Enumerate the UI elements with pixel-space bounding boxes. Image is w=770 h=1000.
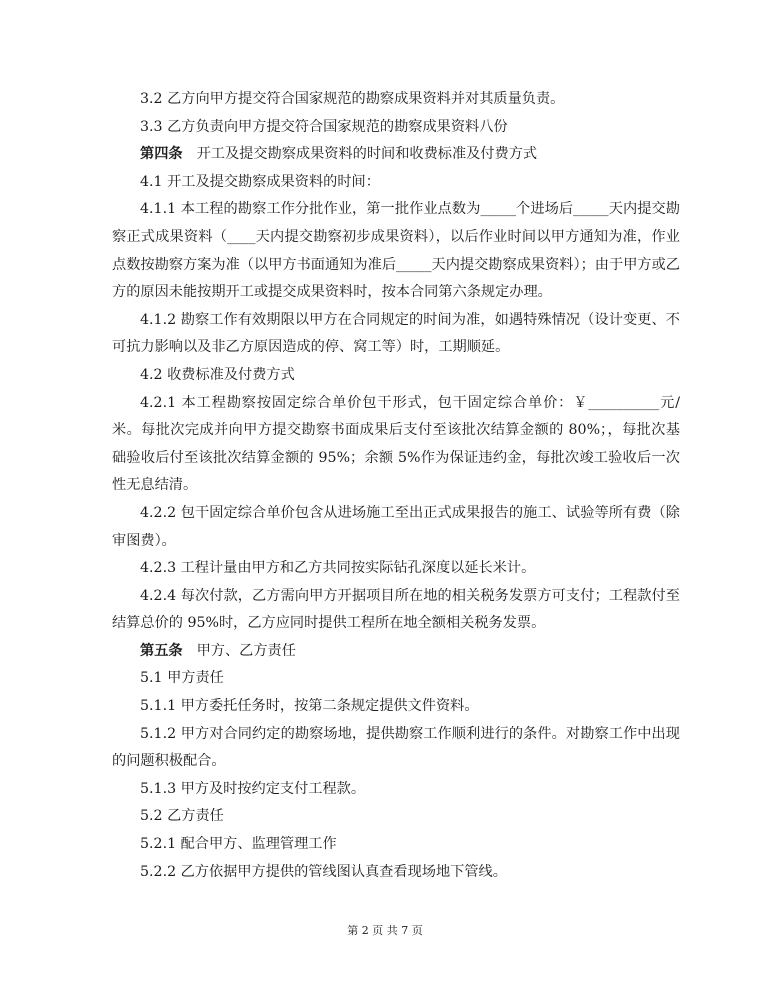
paragraph-text: 5.1.3 甲方及时按约定支付工程款。 bbox=[140, 780, 366, 797]
clause-4-2-2 bbox=[112, 500, 680, 555]
clause-4-1-1 bbox=[112, 196, 680, 306]
clause-5-1 bbox=[112, 665, 680, 693]
article-label: 第四条 bbox=[140, 146, 183, 163]
paragraph-text: 5.2.1 配合甲方、监理管理工作 bbox=[140, 836, 337, 853]
paragraph-text: 4.1.2 勘察工作有效期限以甲方在合同规定的时间为准，如遇特殊情况（设计变更、不可抗力影响以及非乙方原因造成的停、窝工等）时，工期顺延。 bbox=[112, 311, 680, 356]
clause-4-2-4 bbox=[112, 583, 680, 638]
article-4-heading bbox=[112, 141, 680, 169]
clause-5-2-2 bbox=[112, 859, 680, 887]
document-body bbox=[112, 86, 680, 886]
article-title: 开工及提交勘察成果资料的时间和收费标准及付费方式 bbox=[196, 146, 538, 163]
page-number-footer: 第 2 页 共 7 页 bbox=[347, 924, 423, 937]
clause-5-1-2 bbox=[112, 721, 680, 776]
article-label: 第五条 bbox=[140, 642, 183, 659]
paragraph-text: 4.2 收费标准及付费方式 bbox=[140, 366, 295, 383]
paragraph-text: 4.1.1 本工程的勘察工作分批作业，第一批作业点数为_____个进场后_____天内提交勘察正式成果资料（____天内提交勘察初步成果资料），以后作业时间以甲方通知为准，作业点数按勘察方案为准（以甲方书面通知为准后_____天内提交勘察成果资料）；由于甲方或乙方的原因未能按期开工或提交成果资料时，按本合同第六条规定办理。 bbox=[112, 201, 680, 301]
paragraph-text: 4.2.1 本工程勘察按固定综合单价包干形式，包干固定综合单价：￥__________元/米。每批次完成并向甲方提交勘察书面成果后支付至该批次结算金额的 80%；，每批次基础验收后付至该批次结算金额的 95%；余额 5%作为保证违约金，每批次竣工验收后一次性无息结清。 bbox=[112, 394, 680, 494]
clause-3-3 bbox=[112, 114, 680, 142]
clause-4-2 bbox=[112, 362, 680, 390]
paragraph-text: 5.2 乙方责任 bbox=[140, 808, 224, 825]
paragraph-text: 5.1.2 甲方对合同约定的勘察场地，提供勘察工作顺利进行的条件。对勘察工作中出现的问题积极配合。 bbox=[112, 725, 680, 770]
clause-4-1 bbox=[112, 169, 680, 197]
paragraph-text: 5.1 甲方责任 bbox=[140, 670, 224, 687]
clause-5-2 bbox=[112, 803, 680, 831]
paragraph-text: 5.1.1 甲方委托任务时，按第二条规定提供文件资料。 bbox=[140, 698, 479, 715]
clause-3-2 bbox=[112, 86, 680, 114]
paragraph-text: 3.2 乙方向甲方提交符合国家规范的勘察成果资料并对其质量负责。 bbox=[140, 91, 565, 107]
clause-5-1-1 bbox=[112, 693, 680, 721]
paragraph-text: 4.2.2 包干固定综合单价包含从进场施工至出正式成果报告的施工、试验等所有费（除审图费）。 bbox=[112, 504, 680, 549]
clause-4-1-2 bbox=[112, 307, 680, 362]
clause-5-1-3 bbox=[112, 776, 680, 804]
paragraph-text: 4.2.4 每次付款，乙方需向甲方开据项目所在地的相关税务发票方可支付；工程款付至结算总价的 95%时，乙方应同时提供工程所在地全额相关税务发票。 bbox=[112, 587, 680, 632]
paragraph-text: 4.2.3 工程计量由甲方和乙方共同按实际钻孔深度以延长米计。 bbox=[140, 560, 536, 577]
clause-5-2-1 bbox=[112, 831, 680, 859]
paragraph-text: 3.3 乙方负责向甲方提交符合国家规范的勘察成果资料八份 bbox=[140, 118, 508, 135]
paragraph-text: 4.1 开工及提交勘察成果资料的时间： bbox=[140, 173, 380, 190]
clause-4-2-3 bbox=[112, 555, 680, 583]
paragraph-text: 5.2.2 乙方依据甲方提供的管线图认真查看现场地下管线。 bbox=[140, 863, 507, 880]
clause-4-2-1 bbox=[112, 390, 680, 500]
article-title: 甲方、乙方责任 bbox=[196, 642, 296, 659]
article-5-heading bbox=[112, 638, 680, 666]
